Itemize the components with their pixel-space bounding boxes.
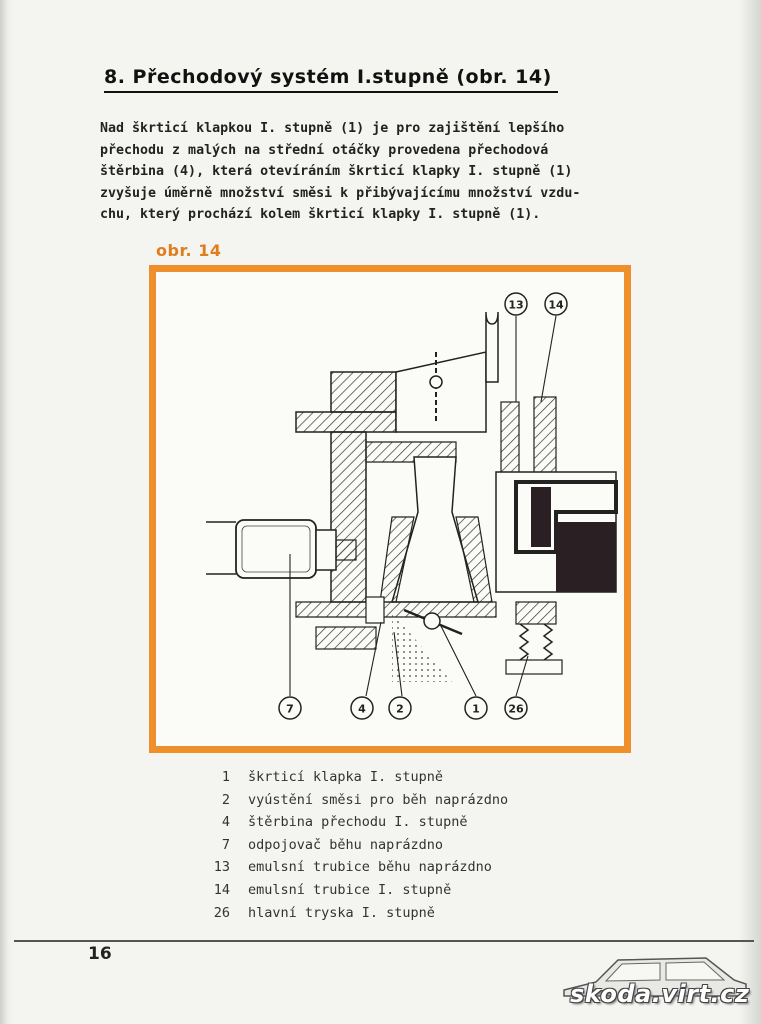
- body-paragraph: [100, 118, 700, 226]
- figure-label: obr. 14: [156, 241, 222, 260]
- paragraph-line: chu, který prochází kolem škrticí klapky I. stupně (1).: [100, 207, 541, 223]
- throttle-body: [296, 597, 496, 682]
- legend-row: [190, 789, 610, 812]
- legend-row: [190, 766, 610, 789]
- paragraph-line: Nad škrticí klapkou I. stupně (1) je pro zajištění lepšího: [100, 121, 565, 136]
- legend-row: [190, 879, 610, 902]
- callout-label: 2: [396, 702, 404, 716]
- legend-text: štěrbina přechodu I. stupně: [248, 814, 468, 831]
- paragraph-line: štěrbina (4), která otevíráním škrticí klapky I. stupně (1): [100, 164, 573, 180]
- legend-row: [190, 811, 610, 834]
- callout-7: [279, 697, 301, 719]
- callout-26: [505, 697, 527, 719]
- page-edge-left: [0, 0, 14, 1024]
- legend-number: 2: [221, 791, 230, 808]
- emulsion-tubes: [496, 397, 616, 592]
- figure-legend: [190, 766, 610, 924]
- venturi: [380, 457, 492, 602]
- callout-2: [389, 697, 411, 719]
- legend-text: hlavní tryska I. stupně: [248, 904, 435, 921]
- legend-row: [190, 856, 610, 879]
- legend-text: odpojovač běhu naprázdno: [248, 836, 444, 853]
- legend-number: 13: [213, 859, 230, 876]
- page-number: 16: [88, 944, 112, 964]
- section-heading: 8. Přechodový systém I.stupně (obr. 14): [104, 66, 558, 93]
- legend-number: 4: [221, 814, 230, 831]
- main-jet-assembly: [506, 602, 562, 674]
- legend-row: [190, 834, 610, 857]
- callout-4: [351, 697, 373, 719]
- callout-label: 1: [472, 702, 480, 716]
- callout-label: 14: [548, 298, 564, 312]
- callout-label: 26: [508, 702, 524, 716]
- legend-number: 26: [213, 904, 230, 921]
- legend-text: emulsní trubice běhu naprázdno: [248, 859, 492, 876]
- figure-frame: [149, 265, 631, 753]
- callout-14: [545, 293, 567, 315]
- callout-1: [465, 697, 487, 719]
- legend-text: vyústění směsi pro běh naprázdno: [248, 791, 509, 808]
- callout-label: 13: [508, 298, 524, 312]
- page-edge-right: [739, 0, 761, 1024]
- legend-number: 14: [213, 881, 230, 898]
- callout-label: 7: [286, 702, 294, 716]
- watermark-text: skoda.virt.cz: [570, 980, 750, 1008]
- watermark: [556, 950, 752, 1020]
- legend-number: 1: [221, 769, 230, 785]
- paragraph-line: zvyšuje úměrně množství směsi k přibývajícímu množství vzdu-: [100, 185, 581, 201]
- paragraph-line: přechodu z malých na střední otáčky provedena přechodová: [100, 142, 549, 158]
- carburetor-diagram: [156, 272, 624, 746]
- legend-row: [190, 902, 610, 925]
- callout-13: [505, 293, 527, 315]
- legend-text: emulsní trubice I. stupně: [248, 881, 452, 898]
- callout-label: 4: [358, 702, 366, 716]
- footer-rule: [14, 940, 754, 942]
- legend-text: škrticí klapka I. stupně: [248, 769, 444, 785]
- legend-number: 7: [221, 836, 230, 853]
